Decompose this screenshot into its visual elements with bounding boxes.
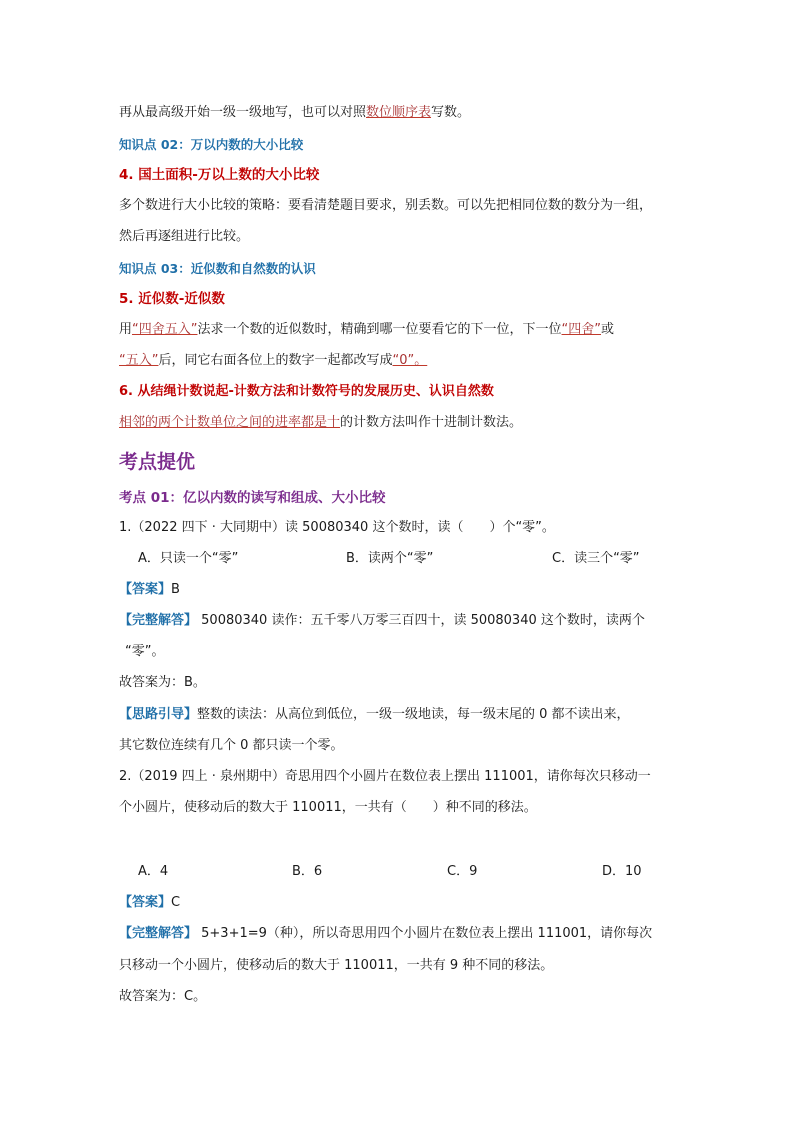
answer-tag: 【答案】: [119, 582, 172, 597]
hint-line: 【思路引导】整数的读法：从高位到低位，一级一级地读，每一级末尾的 0 都不读出来，: [119, 707, 630, 722]
solution-tag: 【完整解答】: [119, 926, 198, 941]
exam-point-heading: 考点 01：亿以内数的读写和组成、大小比较: [119, 490, 386, 506]
option-d: D．10: [602, 864, 642, 879]
question-stem: 1.（2022 四下 · 大同期中）读 50080340 这个数时，读（ ）个“零”。: [119, 520, 555, 535]
solution-line: 【完整解答】 50080340 读作：五千零八万零三百四十，读 50080340 这个数时，读两个: [119, 613, 645, 628]
topic-heading: 4. 国土面积-万以上数的大小比较: [119, 167, 320, 183]
paragraph-line: 多个数进行大小比较的策略：要看清楚题目要求，别丢数。可以先把相同位数的数分为一组，: [119, 198, 653, 213]
answer-tag: 【答案】: [119, 895, 172, 910]
solution-line: “零”。: [125, 644, 165, 659]
paragraph-line: 再从最高级开始一级一级地写，也可以对照数位顺序表写数。: [119, 105, 471, 120]
answer-line: [119, 893, 180, 913]
underlined-term: “0”。: [392, 353, 428, 368]
hint-line: 其它数位连续有几个 0 都只读一个零。: [119, 738, 344, 753]
question-stem: 个小圆片，使移动后的数大于 110011，一共有（ ）种不同的移法。: [119, 800, 537, 815]
underlined-term: 相邻的两个计数单位之间的进率都是十: [119, 415, 341, 430]
underlined-term: “四舍五入”: [132, 322, 198, 337]
answer-value: B: [171, 582, 180, 597]
hint-tag: 【思路引导】: [119, 707, 198, 722]
underlined-term: 数位顺序表: [366, 105, 432, 120]
paragraph-line: 然后再逐组进行比较。: [119, 229, 250, 244]
solution-line: 【完整解答】 5+3+1=9（种），所以奇思用四个小圆片在数位表上摆出 111001，请你每次: [119, 926, 653, 941]
knowledge-point-heading: 知识点 02：万以内数的大小比较: [119, 137, 304, 152]
solution-tag: 【完整解答】: [119, 613, 198, 628]
paragraph-line: 相邻的两个计数单位之间的进率都是十的计数方法叫作十进制计数法。: [119, 415, 523, 430]
final-answer: 故答案为：C。: [119, 989, 207, 1004]
topic-heading: 5. 近似数-近似数: [119, 291, 225, 307]
section-title: 考点提优: [119, 451, 196, 473]
option-b: B．6: [292, 864, 323, 879]
option-a: A．只读一个“零”: [138, 551, 239, 566]
knowledge-point-heading: 知识点 03：近似数和自然数的认识: [119, 261, 316, 276]
topic-heading: 6. 从结绳计数说起-计数方法和计数符号的发展历史、认识自然数: [119, 384, 494, 399]
answer-line: [119, 580, 180, 600]
underlined-term: “四舍”: [561, 322, 601, 337]
option-a: A．4: [138, 864, 169, 879]
question-stem: 2.（2019 四上 · 泉州期中）奇思用四个小圆片在数位表上摆出 111001，请你每次只移动一: [119, 769, 651, 784]
solution-line: 只移动一个小圆片，使移动后的数大于 110011，一共有 9 种不同的移法。: [119, 958, 554, 973]
paragraph-line: “五入”后，同它右面各位上的数字一起都改写成“0”。: [119, 353, 428, 368]
underlined-term: “五入”: [119, 353, 159, 368]
final-answer: 故答案为：B。: [119, 675, 206, 690]
option-c: C．9: [447, 864, 478, 879]
answer-value: C: [171, 895, 181, 910]
paragraph-line: 用“四舍五入”法求一个数的近似数时，精确到哪一位要看它的下一位，下一位“四舍”或: [119, 322, 615, 337]
option-b: B．读两个“零”: [346, 551, 434, 566]
option-c: C．读三个“零”: [552, 551, 640, 566]
